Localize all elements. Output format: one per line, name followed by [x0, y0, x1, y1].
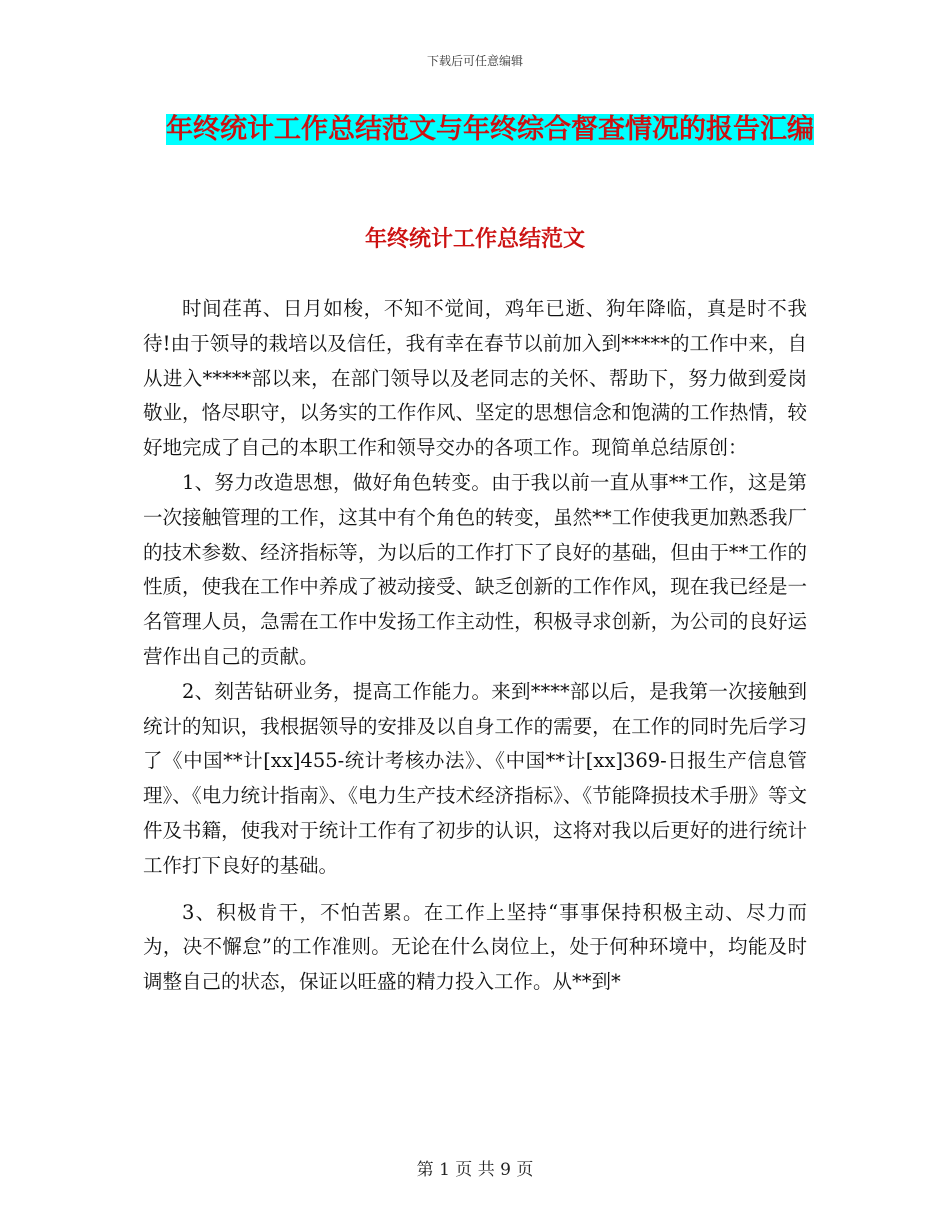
document-title-text: 年终统计工作总结范文与年终综合督查情况的报告汇编: [166, 114, 814, 145]
paragraph-item-1: 1、努力改造思想，做好角色转变。由于我以前一直从事**工作，这是第一次接触管理的工作，这其中有个角色的转变，虽然**工作使我更加熟悉我厂的技术参数、经济指标等，为以后的工作打下了良好的基础，但由于**工作的性质，使我在工作中养成了被动接受、缺乏创新的工作作风，现在我已经是一名管理人员，急需在工作中发扬工作主动性，积极寻求创新，为公司的良好运营作出自己的贡献。: [143, 470, 807, 668]
document-body: [143, 292, 807, 1000]
paragraph-item-2: 2、刻苦钻研业务，提高工作能力。来到****部以后，是我第一次接触到统计的知识，我根据领导的安排及以自身工作的需要，在工作的同时先后学习了《中国**计[xx]455-统计考核办法》、《中国**计[xx]369-日报生产信息管理》、《电力统计指南》、《电力生产技术经济指标》、《节能降损技术手册》等文件及书籍，使我对于统计工作有了初步的认识，这将对我以后更好的进行统计工作打下良好的基础。: [143, 679, 807, 877]
page-number-footer: 第 1 页 共 9 页: [416, 1160, 534, 1180]
page-header-note: 下载后可任意编辑: [426, 54, 523, 68]
paragraph-item-3: 3、积极肯干，不怕苦累。在工作上坚持“事事保持积极主动、尽力而为，决不懈怠”的工作准则。无论在什么岗位上，处于何种环境中，均能及时调整自己的状态，保证以旺盛的精力投入工作。从**到*: [143, 900, 807, 994]
document-title: [160, 110, 820, 150]
section-title: 年终统计工作总结范文: [364, 226, 585, 252]
paragraph-intro: 时间荏苒、日月如梭，不知不觉间，鸡年已逝、狗年降临，真是时不我待!由于领导的栽培以及信任，我有幸在春节以前加入到*****的工作中来，自从进入*****部以来，在部门领导以及老同志的关怀、帮助下，努力做到爱岗敬业，恪尽职守，以务实的工作作风、坚定的思想信念和饱满的工作热情，较好地完成了自己的本职工作和领导交办的各项工作。现简单总结原创：: [143, 297, 807, 460]
